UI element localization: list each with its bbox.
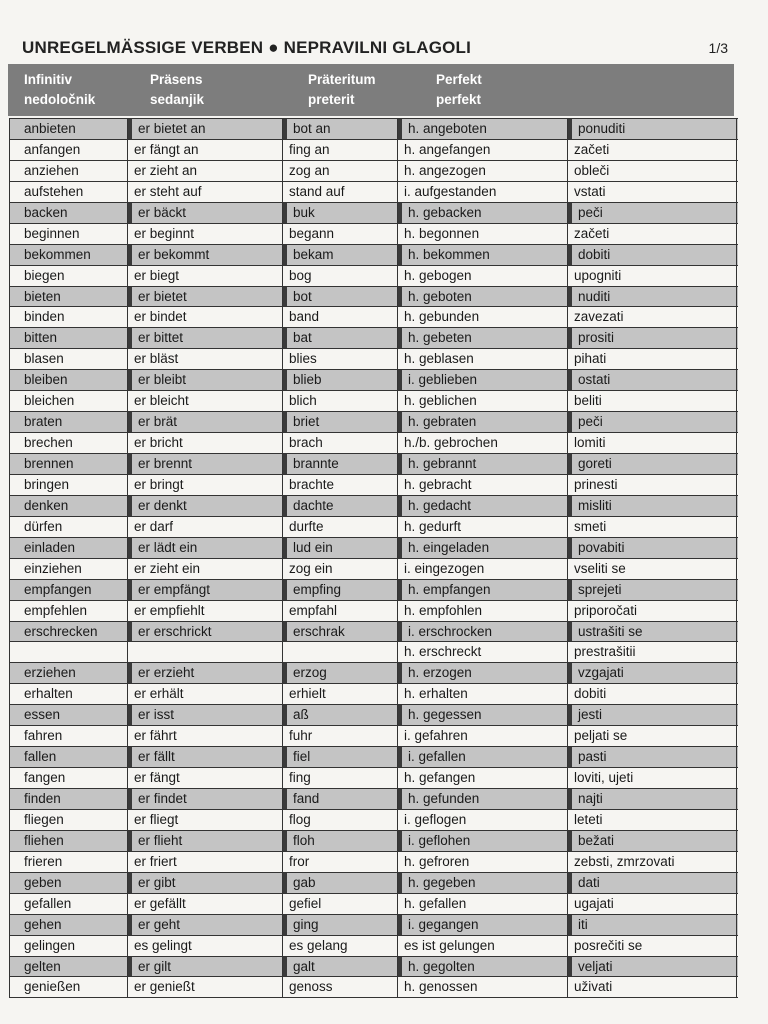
preterite-cell: bot	[283, 287, 398, 307]
perfect-cell: h. gebraten	[398, 412, 568, 432]
table-row	[10, 287, 738, 308]
table-row	[10, 370, 738, 391]
translation-cell: leteti	[568, 810, 737, 830]
table-row	[10, 203, 738, 224]
infinitive-cell: anfangen	[10, 140, 128, 160]
preterite-cell: zog ein	[283, 559, 398, 579]
present-cell: er bindet	[128, 307, 283, 327]
perfect-cell: h. gegeben	[398, 873, 568, 893]
perfect-cell: h. gedacht	[398, 496, 568, 516]
translation-cell: uživati	[568, 977, 737, 997]
table-row	[10, 726, 738, 747]
table-row	[10, 936, 738, 957]
preterite-cell: bekam	[283, 245, 398, 265]
preterite-cell: buk	[283, 203, 398, 223]
preterite-cell: fror	[283, 852, 398, 872]
table-row	[10, 705, 738, 726]
table-row	[10, 977, 738, 998]
infinitive-cell: gefallen	[10, 894, 128, 914]
preterite-cell: brach	[283, 433, 398, 453]
preterite-cell: erzog	[283, 663, 398, 683]
infinitive-cell: empfehlen	[10, 601, 128, 621]
preterite-cell: bat	[283, 328, 398, 348]
infinitive-cell: binden	[10, 307, 128, 327]
table-row	[10, 747, 738, 768]
present-cell: er erschrickt	[128, 622, 283, 642]
preterite-cell: erschrak	[283, 622, 398, 642]
preterite-cell: empfahl	[283, 601, 398, 621]
header-perfect	[428, 64, 636, 116]
header-label: Perfekt	[436, 72, 482, 87]
present-cell: er bringt	[128, 475, 283, 495]
present-cell: er isst	[128, 705, 283, 725]
table-row	[10, 601, 738, 622]
present-cell: er fängt an	[128, 140, 283, 160]
infinitive-cell: bieten	[10, 287, 128, 307]
table-row	[10, 140, 738, 161]
present-cell: er gefällt	[128, 894, 283, 914]
translation-cell: prinesti	[568, 475, 737, 495]
present-cell: er denkt	[128, 496, 283, 516]
translation-cell: upogniti	[568, 266, 737, 286]
table-row	[10, 538, 738, 559]
header-preterite	[300, 64, 428, 116]
table-row	[10, 915, 738, 936]
preterite-cell: dachte	[283, 496, 398, 516]
table-row	[10, 349, 738, 370]
translation-cell: nuditi	[568, 287, 737, 307]
translation-cell: posrečiti se	[568, 936, 737, 956]
infinitive-cell: anziehen	[10, 161, 128, 181]
infinitive-cell: bitten	[10, 328, 128, 348]
infinitive-cell: bringen	[10, 475, 128, 495]
verb-table	[9, 118, 738, 998]
preterite-cell: galt	[283, 957, 398, 977]
header-label: Präsens	[150, 72, 203, 87]
infinitive-cell: dürfen	[10, 517, 128, 537]
perfect-cell: i. erschrocken	[398, 622, 568, 642]
present-cell: er bietet an	[128, 119, 283, 139]
perfect-cell: h. gebeten	[398, 328, 568, 348]
present-cell: er fällt	[128, 747, 283, 767]
infinitive-cell: erhalten	[10, 684, 128, 704]
translation-cell: povabiti	[568, 538, 737, 558]
translation-cell: jesti	[568, 705, 737, 725]
preterite-cell: band	[283, 307, 398, 327]
perfect-cell: i. geblieben	[398, 370, 568, 390]
present-cell: er gilt	[128, 957, 283, 977]
perfect-cell: h./b. gebrochen	[398, 433, 568, 453]
table-row	[10, 475, 738, 496]
translation-cell: misliti	[568, 496, 737, 516]
infinitive-cell: einladen	[10, 538, 128, 558]
translation-cell: dati	[568, 873, 737, 893]
translation-cell: loviti, ujeti	[568, 768, 737, 788]
perfect-cell: i. geflohen	[398, 831, 568, 851]
translation-cell: pasti	[568, 747, 737, 767]
translation-cell: ostati	[568, 370, 737, 390]
table-row	[10, 412, 738, 433]
table-row	[10, 454, 738, 475]
translation-cell: ustrašiti se	[568, 622, 737, 642]
table-header	[8, 64, 734, 116]
header-label: preterit	[308, 92, 355, 107]
translation-cell: beliti	[568, 391, 737, 411]
translation-cell: peči	[568, 203, 737, 223]
table-row	[10, 119, 738, 140]
present-cell: er bleibt	[128, 370, 283, 390]
present-cell: er empfängt	[128, 580, 283, 600]
infinitive-cell: frieren	[10, 852, 128, 872]
preterite-cell: fing	[283, 768, 398, 788]
table-row	[10, 873, 738, 894]
preterite-cell: bot an	[283, 119, 398, 139]
translation-cell: sprejeti	[568, 580, 737, 600]
infinitive-cell: fliehen	[10, 831, 128, 851]
translation-cell: priporočati	[568, 601, 737, 621]
preterite-cell: floh	[283, 831, 398, 851]
preterite-cell: erhielt	[283, 684, 398, 704]
header-label: Präteritum	[308, 72, 376, 87]
infinitive-cell: brennen	[10, 454, 128, 474]
perfect-cell: h. angeboten	[398, 119, 568, 139]
perfect-cell: h. geblichen	[398, 391, 568, 411]
header-label: perfekt	[436, 92, 482, 107]
present-cell: er lädt ein	[128, 538, 283, 558]
perfect-cell: h. angefangen	[398, 140, 568, 160]
perfect-cell: h. angezogen	[398, 161, 568, 181]
infinitive-cell: blasen	[10, 349, 128, 369]
present-cell: es gelingt	[128, 936, 283, 956]
infinitive-cell: fahren	[10, 726, 128, 746]
preterite-cell: blieb	[283, 370, 398, 390]
infinitive-cell: bleiben	[10, 370, 128, 390]
table-row	[10, 831, 738, 852]
header-label: nedoločnik	[24, 92, 96, 107]
translation-cell: lomiti	[568, 433, 737, 453]
table-row	[10, 391, 738, 412]
header-present	[142, 64, 300, 116]
present-cell: er empfiehlt	[128, 601, 283, 621]
preterite-cell: fiel	[283, 747, 398, 767]
infinitive-cell: bekommen	[10, 245, 128, 265]
preterite-cell: begann	[283, 224, 398, 244]
present-cell: er friert	[128, 852, 283, 872]
perfect-cell: h. gefallen	[398, 894, 568, 914]
preterite-cell: blich	[283, 391, 398, 411]
infinitive-cell: empfangen	[10, 580, 128, 600]
table-row	[10, 768, 738, 789]
perfect-cell: h. erzogen	[398, 663, 568, 683]
table-row	[10, 559, 738, 580]
present-cell: er darf	[128, 517, 283, 537]
infinitive-cell: aufstehen	[10, 182, 128, 202]
perfect-cell: h. empfangen	[398, 580, 568, 600]
translation-cell: prestrašitii	[568, 642, 737, 662]
table-row	[10, 266, 738, 287]
present-cell: er fliegt	[128, 810, 283, 830]
translation-cell: ponuditi	[568, 119, 737, 139]
preterite-cell: gefiel	[283, 894, 398, 914]
table-row	[10, 328, 738, 349]
present-cell: er findet	[128, 789, 283, 809]
translation-cell: zavezati	[568, 307, 737, 327]
perfect-cell: h. gegolten	[398, 957, 568, 977]
translation-cell: prositi	[568, 328, 737, 348]
infinitive-cell: gelten	[10, 957, 128, 977]
perfect-cell: h. gefunden	[398, 789, 568, 809]
infinitive-cell: fangen	[10, 768, 128, 788]
infinitive-cell: essen	[10, 705, 128, 725]
preterite-cell: genoss	[283, 977, 398, 997]
perfect-cell: h. empfohlen	[398, 601, 568, 621]
infinitive-cell: braten	[10, 412, 128, 432]
preterite-cell: gab	[283, 873, 398, 893]
infinitive-cell: erschrecken	[10, 622, 128, 642]
present-cell: er bäckt	[128, 203, 283, 223]
infinitive-cell: erziehen	[10, 663, 128, 683]
present-cell: er geht	[128, 915, 283, 935]
infinitive-cell: einziehen	[10, 559, 128, 579]
preterite-cell: blies	[283, 349, 398, 369]
infinitive-cell: gelingen	[10, 936, 128, 956]
infinitive-cell: backen	[10, 203, 128, 223]
preterite-cell: aß	[283, 705, 398, 725]
perfect-cell: i. aufgestanden	[398, 182, 568, 202]
present-cell: er fährt	[128, 726, 283, 746]
table-row	[10, 789, 738, 810]
infinitive-cell: gehen	[10, 915, 128, 935]
perfect-cell: h. geboten	[398, 287, 568, 307]
translation-cell: peči	[568, 412, 737, 432]
perfect-cell: h. erschreckt	[398, 642, 568, 662]
table-row	[10, 433, 738, 454]
preterite-cell	[283, 642, 398, 662]
page-number: 1/3	[708, 40, 728, 56]
present-cell: er bläst	[128, 349, 283, 369]
preterite-cell: zog an	[283, 161, 398, 181]
preterite-cell: fand	[283, 789, 398, 809]
header-infinitive	[8, 64, 142, 116]
table-row	[10, 182, 738, 203]
perfect-cell: h. gebunden	[398, 307, 568, 327]
translation-cell: začeti	[568, 224, 737, 244]
translation-cell: najti	[568, 789, 737, 809]
infinitive-cell: finden	[10, 789, 128, 809]
translation-cell: vzgajati	[568, 663, 737, 683]
perfect-cell: h. bekommen	[398, 245, 568, 265]
infinitive-cell: fallen	[10, 747, 128, 767]
preterite-cell: brannte	[283, 454, 398, 474]
infinitive-cell: bleichen	[10, 391, 128, 411]
title-bar	[8, 34, 736, 62]
translation-cell: bežati	[568, 831, 737, 851]
perfect-cell: i. gefahren	[398, 726, 568, 746]
preterite-cell: fuhr	[283, 726, 398, 746]
present-cell: er genießt	[128, 977, 283, 997]
translation-cell: dobiti	[568, 684, 737, 704]
table-row	[10, 307, 738, 328]
table-row	[10, 852, 738, 873]
perfect-cell: h. gefroren	[398, 852, 568, 872]
perfect-cell: h. begonnen	[398, 224, 568, 244]
preterite-cell: bog	[283, 266, 398, 286]
translation-cell: pihati	[568, 349, 737, 369]
present-cell: er biegt	[128, 266, 283, 286]
table-row	[10, 517, 738, 538]
preterite-cell: briet	[283, 412, 398, 432]
translation-cell: smeti	[568, 517, 737, 537]
infinitive-cell	[10, 642, 128, 662]
present-cell: er erhält	[128, 684, 283, 704]
perfect-cell: es ist gelungen	[398, 936, 568, 956]
translation-cell: goreti	[568, 454, 737, 474]
present-cell	[128, 642, 283, 662]
preterite-cell: flog	[283, 810, 398, 830]
perfect-cell: i. eingezogen	[398, 559, 568, 579]
preterite-cell: lud ein	[283, 538, 398, 558]
perfect-cell: h. gedurft	[398, 517, 568, 537]
header-label: sedanjik	[150, 92, 205, 107]
header-label: Infinitiv	[24, 72, 72, 87]
table-row	[10, 496, 738, 517]
present-cell: er gibt	[128, 873, 283, 893]
table-row	[10, 622, 738, 643]
infinitive-cell: denken	[10, 496, 128, 516]
table-row	[10, 663, 738, 684]
translation-cell: veljati	[568, 957, 737, 977]
present-cell: er erzieht	[128, 663, 283, 683]
infinitive-cell: geben	[10, 873, 128, 893]
translation-cell: začeti	[568, 140, 737, 160]
perfect-cell: h. gebracht	[398, 475, 568, 495]
present-cell: er zieht an	[128, 161, 283, 181]
perfect-cell: h. geblasen	[398, 349, 568, 369]
present-cell: er bekommt	[128, 245, 283, 265]
preterite-cell: durfte	[283, 517, 398, 537]
table-row	[10, 245, 738, 266]
translation-cell: zebsti, zmrzovati	[568, 852, 737, 872]
perfect-cell: h. erhalten	[398, 684, 568, 704]
perfect-cell: h. gebrannt	[398, 454, 568, 474]
table-row	[10, 580, 738, 601]
preterite-cell: ging	[283, 915, 398, 935]
present-cell: er zieht ein	[128, 559, 283, 579]
table-row	[10, 684, 738, 705]
page-title: UNREGELMÄSSIGE VERBEN ● NEPRAVILNI GLAGOLI	[22, 38, 472, 57]
translation-cell: vstati	[568, 182, 737, 202]
table-row	[10, 894, 738, 915]
perfect-cell: h. eingeladen	[398, 538, 568, 558]
present-cell: er bleicht	[128, 391, 283, 411]
infinitive-cell: beginnen	[10, 224, 128, 244]
table-row	[10, 810, 738, 831]
table-row	[10, 224, 738, 245]
perfect-cell: h. genossen	[398, 977, 568, 997]
perfect-cell: h. gefangen	[398, 768, 568, 788]
perfect-cell: i. gefallen	[398, 747, 568, 767]
present-cell: er bittet	[128, 328, 283, 348]
table-row	[10, 161, 738, 182]
present-cell: er steht auf	[128, 182, 283, 202]
present-cell: er beginnt	[128, 224, 283, 244]
perfect-cell: i. gegangen	[398, 915, 568, 935]
table-row	[10, 642, 738, 663]
preterite-cell: empfing	[283, 580, 398, 600]
infinitive-cell: fliegen	[10, 810, 128, 830]
present-cell: er bietet	[128, 287, 283, 307]
infinitive-cell: genießen	[10, 977, 128, 997]
preterite-cell: es gelang	[283, 936, 398, 956]
translation-cell: peljati se	[568, 726, 737, 746]
present-cell: er fängt	[128, 768, 283, 788]
present-cell: er flieht	[128, 831, 283, 851]
present-cell: er brät	[128, 412, 283, 432]
infinitive-cell: brechen	[10, 433, 128, 453]
perfect-cell: i. geflogen	[398, 810, 568, 830]
translation-cell: ugajati	[568, 894, 737, 914]
infinitive-cell: biegen	[10, 266, 128, 286]
translation-cell: dobiti	[568, 245, 737, 265]
translation-cell: vseliti se	[568, 559, 737, 579]
table-row	[10, 957, 738, 978]
present-cell: er brennt	[128, 454, 283, 474]
preterite-cell: fing an	[283, 140, 398, 160]
preterite-cell: brachte	[283, 475, 398, 495]
translation-cell: obleči	[568, 161, 737, 181]
present-cell: er bricht	[128, 433, 283, 453]
perfect-cell: h. gebacken	[398, 203, 568, 223]
preterite-cell: stand auf	[283, 182, 398, 202]
perfect-cell: h. gegessen	[398, 705, 568, 725]
translation-cell: iti	[568, 915, 737, 935]
perfect-cell: h. gebogen	[398, 266, 568, 286]
infinitive-cell: anbieten	[10, 119, 128, 139]
